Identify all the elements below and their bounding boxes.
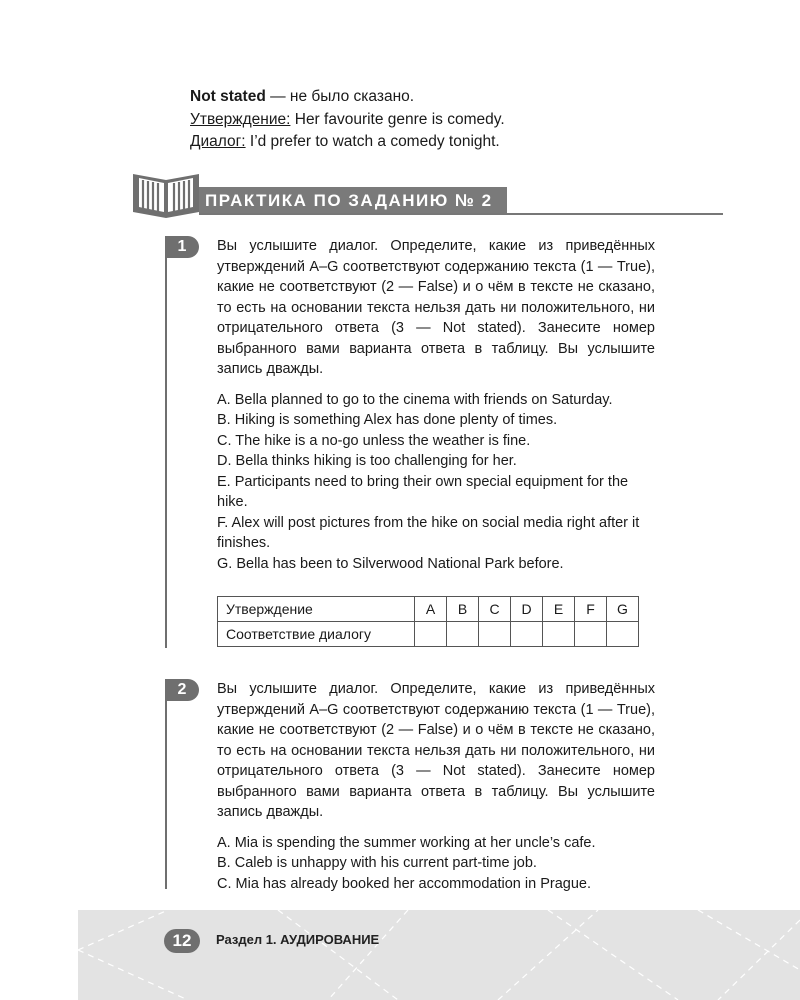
answer-cell-g[interactable] <box>607 622 639 647</box>
task-1-statements <box>217 390 655 575</box>
column-header: C <box>479 597 511 622</box>
statement-label: Утверждение: <box>190 110 291 128</box>
column-header: G <box>607 597 639 622</box>
task-2 <box>165 679 665 892</box>
column-header: A <box>415 597 447 622</box>
intro-line-not-stated <box>190 86 610 109</box>
not-stated-term: Not stated <box>190 88 266 105</box>
statement-item: C. Mia has already booked her accommodation in Prague. <box>217 875 591 892</box>
task-1-number-badge: 1 <box>165 236 199 258</box>
statement-item: A. Bella planned to go to the cinema with friends on Saturday. <box>217 391 613 408</box>
statement-item: G. Bella has been to Silverwood National Park before. <box>217 555 564 572</box>
task-2-instruction: Вы услышите диалог. Определите, какие из приведённых утверждений A–G соответствуют содержанию текста (1 — True), какие не соответствуют (2 — False) и о чём в тексте не сказано, то есть на основании текста нельзя дать ни положительного, ни отрицательного ответа (3 — Not stated). Занесите номер выбранного вами варианта ответа в таблицу. Вы услышите запись дважды. <box>217 681 655 820</box>
task-2-body <box>217 679 655 894</box>
page-footer <box>78 910 800 1000</box>
task-1-body <box>217 236 655 574</box>
column-header: E <box>543 597 575 622</box>
answer-cell-b[interactable] <box>447 622 479 647</box>
answer-table-answer-row <box>218 622 639 647</box>
column-header: D <box>511 597 543 622</box>
answer-cell-d[interactable] <box>511 622 543 647</box>
statement-item: D. Bella thinks hiking is too challenging for her. <box>217 453 517 469</box>
dialogue-label: Диалог: <box>190 133 246 150</box>
answer-table-row-label: Соответствие диалогу <box>218 622 415 647</box>
answer-cell-a[interactable] <box>415 622 447 647</box>
intro-line-dialogue <box>190 131 610 154</box>
page-number: 12 <box>164 929 200 953</box>
statement-item: B. Caleb is unhappy with his current part-time job. <box>217 855 537 871</box>
intro-line-statement <box>190 109 610 132</box>
not-stated-definition: — не было сказано. <box>265 88 415 105</box>
statement-item: E. Participants need to bring their own special equipment for the hike. <box>217 473 629 510</box>
column-header: B <box>447 597 479 622</box>
answer-cell-f[interactable] <box>575 622 607 647</box>
dialogue-example: I’d prefer to watch a comedy tonight. <box>245 133 500 150</box>
footer-section-title: Раздел 1. АУДИРОВАНИЕ <box>216 932 380 947</box>
statement-item: A. Mia is spending the summer working at her uncle’s cafe. <box>217 834 596 851</box>
section-header <box>133 172 723 220</box>
intro-explanation <box>190 86 610 154</box>
task-1 <box>165 236 665 648</box>
task-2-number-badge: 2 <box>165 679 199 701</box>
section-underline <box>199 213 723 215</box>
answer-table-header-label: Утверждение <box>218 597 415 622</box>
statement-item: C. The hike is a no-go unless the weather is fine. <box>217 432 531 449</box>
answer-table-header-row <box>218 597 639 622</box>
task-1-side-line <box>165 236 167 648</box>
task-1-answer-table <box>217 596 639 647</box>
statement-example: Her favourite genre is comedy. <box>290 110 505 128</box>
task-2-side-line <box>165 679 167 889</box>
task-2-statements <box>217 833 655 895</box>
answer-cell-c[interactable] <box>479 622 511 647</box>
statement-item: B. Hiking is something Alex has done plenty of times. <box>217 412 558 428</box>
task-1-instruction: Вы услышите диалог. Определите, какие из приведённых утверждений A–G соответствуют содержанию текста (1 — True), какие не соответствуют (2 — False) и о чём в тексте не сказано, то есть на основании текста нельзя дать ни положительного, ни отрицательного ответа (3 — Not stated). Занесите номер выбранного вами варианта ответа в таблицу. Вы услышите запись дважды. <box>217 238 655 377</box>
book-icon <box>133 172 199 218</box>
answer-cell-e[interactable] <box>543 622 575 647</box>
statement-item: F. Alex will post pictures from the hike on social media right after it finishes. <box>217 514 640 551</box>
section-title: ПРАКТИКА ПО ЗАДАНИЮ № 2 <box>199 187 507 214</box>
footer-pattern <box>78 910 800 1000</box>
column-header: F <box>575 597 607 622</box>
